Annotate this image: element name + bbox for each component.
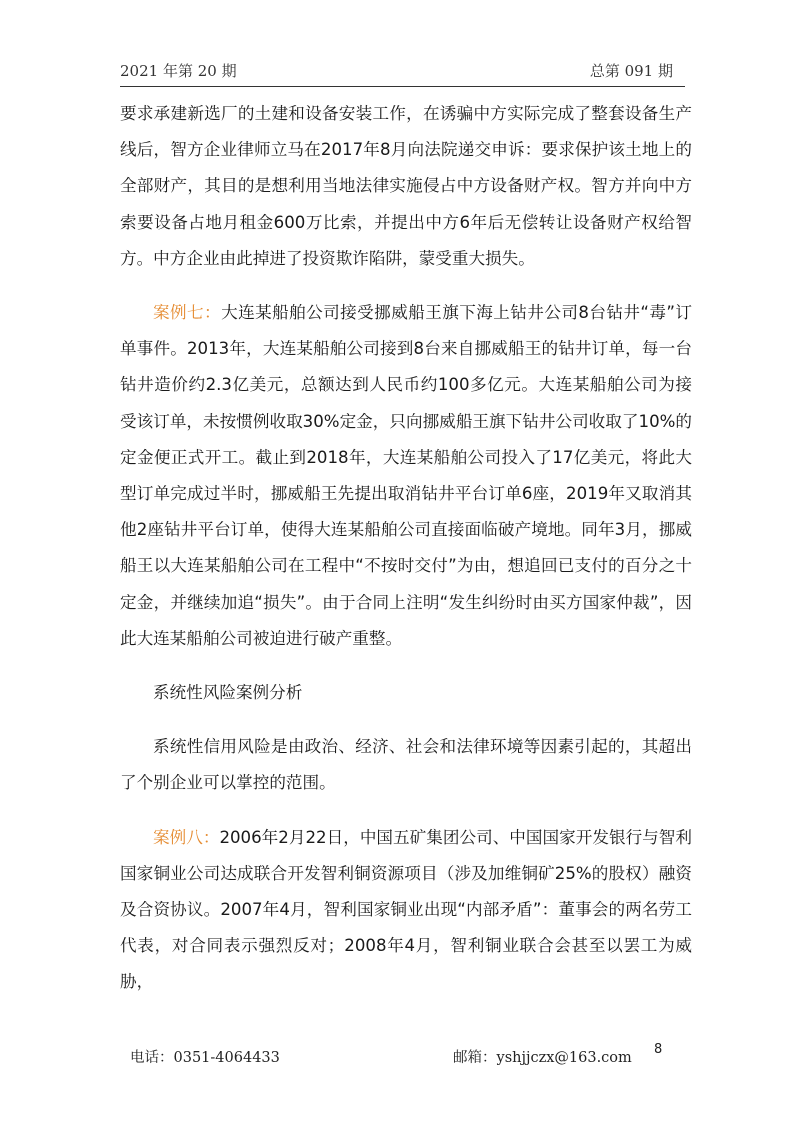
case-8-text: 2006年2月22日，中国五矿集团公司、中国国家开发银行与智利国家铜业公司达成联合开发智利铜资源项目（涉及加维铜矿25%的股权）融资及合资协议。2007年4月，智利国家铜业出现“内部矛盾”：董事会的两名劳工代表，对合同表示强烈反对；2008年4月，智利铜业联合会甚至以罢工为威胁，	[120, 827, 692, 992]
page-footer	[0, 1040, 800, 1070]
case-7-text: 大连某船舶公司接受挪威船王旗下海上钻井公司8台钻井“毒”订单事件。2013年，大连某船舶公司接到8台来自挪威船王的钻井订单，每一台钻井造价约2.3亿美元，总额达到人民币约100多亿元。大连某船舶公司为接受该订单，未按惯例收取30%定金，只向挪威船王旗下钻井公司收取了10%的定金便正式开工。截止到2018年，大连某船舶公司投入了17亿美元，将此大型订单完成过半时，挪威船王先提出取消钻井平台订单6座，2019年又取消其他2座钻井平台订单，使得大连某船舶公司直接面临破产境地。同年3月，挪威船王以大连某船舶公司在工程中“不按时交付”为由，想追回已支付的百分之十定金，并继续加追“损失”。由于合同上注明“发生纠纷时由买方国家仲裁”，因此大连某船舶公司被迫进行破产重整。	[120, 303, 693, 648]
paragraph-case-8	[120, 820, 692, 1001]
paragraph-continuation: 要求承建新选厂的土建和设备安装工作，在诱骗中方实际完成了整套设备生产线后，智方企业律师立马在2017年8月向法院递交申诉：要求保护该土地上的全部财产，其目的是想利用当地法律实施侵占中方设备财产权。智方并向中方索要设备占地月租金600万比索，并提出中方6年后无偿转让设备财产权给智方。中方企业由此掉进了投资欺诈陷阱，蒙受重大损失。	[120, 104, 692, 268]
paragraph-case-7	[120, 295, 692, 657]
case-7-label: 案例七：	[153, 303, 222, 323]
issue-number: 2021 年第 20 期	[120, 62, 237, 80]
case-8-label: 案例八：	[153, 827, 220, 847]
contact-phone: 电话：0351-4064433	[130, 1050, 280, 1066]
page-number: 8	[654, 1042, 663, 1057]
total-issue-number: 总第 091 期	[589, 62, 673, 80]
section-heading: 系统性风险案例分析	[153, 683, 303, 703]
contact-email: 邮箱：yshjjczx@163.com	[453, 1050, 632, 1066]
page-header	[120, 54, 685, 87]
article-body	[120, 96, 692, 1001]
paragraph-systemic-intro: 系统性信用风险是由政治、经济、社会和法律环境等因素引起的，其超出了个别企业可以掌控的范围。	[120, 737, 692, 793]
